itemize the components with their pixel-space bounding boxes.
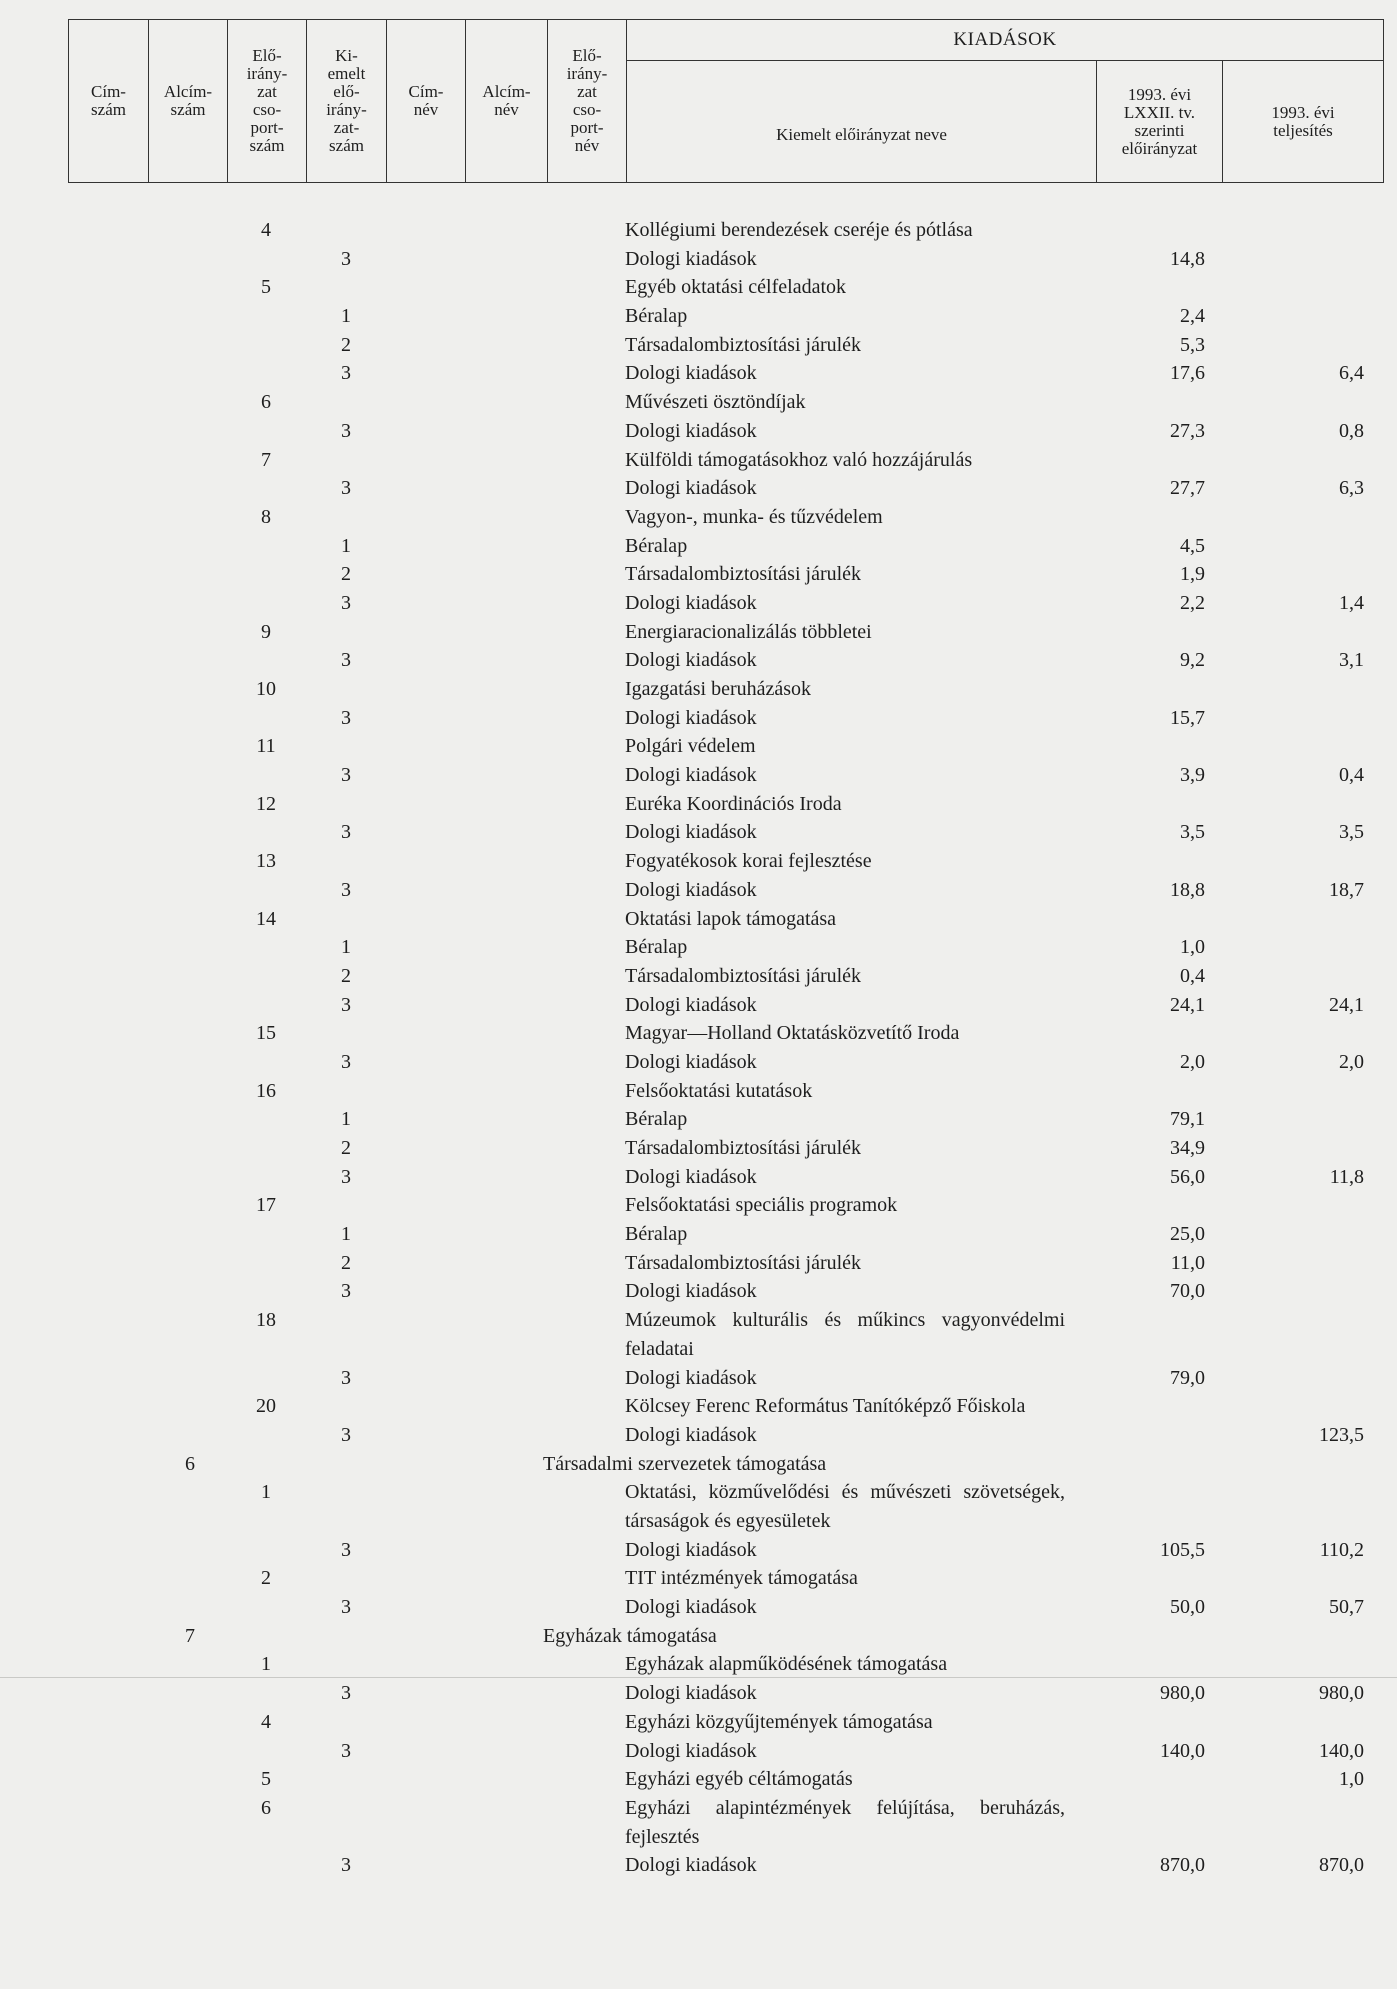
row-name: Egyéb oktatási célfeladatok [625, 276, 847, 299]
table-row [0, 1622, 1397, 1651]
table-row [0, 1478, 1397, 1535]
row-name: Fogyatékosok korai fejlesztése [625, 850, 872, 873]
row-name: Dologi kiadások [625, 1165, 757, 1188]
row-number: 3 [341, 1682, 351, 1705]
row-name: Társadalombiztosítási járulék [625, 333, 862, 356]
row-number: 3 [341, 1280, 351, 1303]
row-eloiranyzat: 2,2 [1180, 591, 1205, 614]
row-number: 17 [256, 1194, 276, 1217]
row-number: 4 [261, 1710, 271, 1733]
table-row [0, 1593, 1397, 1622]
row-number: 3 [341, 878, 351, 901]
row-teljesites: 50,7 [1329, 1596, 1364, 1619]
row-name: Béralap [625, 1223, 688, 1246]
header-alcimnev: Alcím- név [466, 20, 548, 183]
row-number: 3 [341, 1854, 351, 1877]
row-name: Dologi kiadások [625, 1739, 757, 1762]
row-number: 5 [261, 1768, 271, 1791]
row-teljesites: 0,8 [1339, 419, 1364, 442]
row-eloiranyzat: 25,0 [1170, 1223, 1205, 1246]
row-number: 3 [341, 1739, 351, 1762]
row-number: 1 [341, 534, 351, 557]
row-eloiranyzat: 0,4 [1180, 964, 1205, 987]
row-name: Dologi kiadások [625, 993, 757, 1016]
table-row [0, 359, 1397, 388]
row-eloiranyzat: 50,0 [1170, 1596, 1205, 1619]
row-name: Energiaracionalizálás többletei [625, 620, 872, 643]
row-eloiranyzat: 56,0 [1170, 1165, 1205, 1188]
row-eloiranyzat: 1,9 [1180, 563, 1205, 586]
row-number: 6 [261, 391, 271, 414]
table-row [0, 1421, 1397, 1450]
table-row [0, 560, 1397, 589]
row-teljesites: 870,0 [1319, 1854, 1364, 1877]
row-number: 18 [256, 1309, 276, 1332]
row-number: 2 [341, 1251, 351, 1274]
table-row [0, 1163, 1397, 1192]
table-row [0, 847, 1397, 876]
row-name: Múzeumok kulturális és műkincs vagyonvédelmi feladatai [625, 1309, 1065, 1360]
table-row [0, 1536, 1397, 1565]
header-kiemelt-eloiranyzatszam: Ki- emelt elő- irány- zat- szám [307, 20, 387, 183]
row-name: Dologi kiadások [625, 1538, 757, 1561]
row-number: 3 [341, 1050, 351, 1073]
table-row [0, 1134, 1397, 1163]
row-eloiranyzat: 5,3 [1180, 333, 1205, 356]
row-eloiranyzat: 140,0 [1160, 1739, 1205, 1762]
row-name: Dologi kiadások [625, 247, 757, 270]
row-name: Egyházi alapintézmények felújítása, beruházás, fejlesztés [625, 1796, 1065, 1848]
row-number: 1 [341, 305, 351, 328]
table-row [0, 1564, 1397, 1593]
row-eloiranyzat: 3,9 [1180, 764, 1205, 787]
row-number: 4 [261, 219, 271, 241]
table-row [0, 474, 1397, 503]
row-number: 3 [341, 362, 351, 385]
header-kiadasok: KIADÁSOK [627, 20, 1384, 61]
table-row [0, 704, 1397, 733]
row-name: Béralap [625, 936, 688, 959]
row-number: 3 [341, 764, 351, 787]
row-name: Igazgatási beruházások [625, 678, 812, 700]
table-row [0, 1277, 1397, 1306]
row-name: Dologi kiadások [625, 649, 757, 672]
row-teljesites: 6,4 [1339, 362, 1364, 385]
row-teljesites: 0,4 [1339, 764, 1364, 787]
row-name: Dologi kiadások [625, 1854, 757, 1877]
row-eloiranyzat: 2,4 [1180, 305, 1205, 328]
row-number: 1 [261, 1481, 271, 1504]
row-number: 3 [341, 649, 351, 672]
row-eloiranyzat: 1,0 [1180, 936, 1205, 959]
row-teljesites: 140,0 [1319, 1739, 1364, 1762]
row-teljesites: 123,5 [1319, 1423, 1364, 1446]
table-row [0, 1679, 1397, 1708]
row-name: Társadalombiztosítási járulék [625, 563, 862, 586]
row-name: Dologi kiadások [625, 1050, 757, 1073]
row-number: 3 [341, 247, 351, 270]
row-number: 3 [341, 1423, 351, 1446]
header-cimszam: Cím- szám [69, 20, 149, 183]
row-name: Társadalombiztosítási járulék [625, 1137, 862, 1159]
row-name: Dologi kiadások [625, 706, 757, 729]
row-name: Dologi kiadások [625, 1366, 757, 1389]
table-row [0, 1048, 1397, 1077]
table-row [0, 962, 1397, 991]
table-row [0, 245, 1397, 274]
row-number: 3 [341, 477, 351, 500]
row-eloiranyzat: 15,7 [1170, 706, 1205, 729]
row-name: Társadalmi szervezetek támogatása [543, 1452, 827, 1475]
row-name: Kölcsey Ferenc Református Tanítóképző Főiskola [625, 1395, 1026, 1418]
row-name: Béralap [625, 1108, 688, 1131]
row-number: 3 [341, 1165, 351, 1188]
row-eloiranyzat: 980,0 [1160, 1682, 1205, 1705]
table-row [0, 1392, 1397, 1421]
row-number: 2 [341, 964, 351, 987]
row-name: Euréka Koordinációs Iroda [625, 792, 842, 815]
row-number: 12 [256, 792, 276, 815]
table-row [0, 1306, 1397, 1363]
row-number: 6 [261, 1796, 271, 1819]
table-row [0, 991, 1397, 1020]
table-row [0, 732, 1397, 761]
table-row [0, 1191, 1397, 1220]
row-teljesites: 6,3 [1339, 477, 1364, 500]
row-name: Dologi kiadások [625, 878, 757, 901]
table-row [0, 1794, 1397, 1851]
table-row [0, 532, 1397, 561]
row-eloiranyzat: 24,1 [1170, 993, 1205, 1016]
table-row [0, 1249, 1397, 1278]
row-name: Béralap [625, 305, 688, 328]
row-number: 2 [341, 563, 351, 586]
header-eloiranyzat-1993: 1993. évi LXXII. tv. szerinti előirányzat [1097, 61, 1223, 183]
row-number: 2 [341, 1137, 351, 1159]
row-number: 1 [341, 1223, 351, 1246]
table-row [0, 589, 1397, 618]
table-row [0, 503, 1397, 532]
table-row [0, 905, 1397, 934]
table-row [0, 818, 1397, 847]
row-eloiranyzat: 14,8 [1170, 247, 1205, 270]
table-row [0, 302, 1397, 331]
table-row [0, 675, 1397, 704]
row-name: Dologi kiadások [625, 1596, 757, 1619]
table-row [0, 417, 1397, 446]
row-name: Magyar—Holland Oktatásközvetítő Iroda [625, 1022, 960, 1045]
table-row [0, 1737, 1397, 1766]
row-teljesites: 18,7 [1329, 878, 1364, 901]
row-number: 11 [256, 735, 276, 758]
table-row [0, 1708, 1397, 1737]
row-name: Polgári védelem [625, 735, 756, 758]
row-eloiranyzat: 105,5 [1160, 1538, 1205, 1561]
row-number: 3 [341, 706, 351, 729]
row-number: 3 [341, 419, 351, 442]
row-teljesites: 11,8 [1329, 1165, 1364, 1188]
row-number: 1 [261, 1653, 271, 1676]
table-row [0, 646, 1397, 675]
row-name: Társadalombiztosítási járulék [625, 1251, 862, 1274]
row-eloiranyzat: 3,5 [1180, 821, 1205, 844]
row-number: 14 [256, 907, 276, 930]
row-eloiranyzat: 27,3 [1170, 419, 1205, 442]
table-row [0, 446, 1397, 475]
row-number: 8 [261, 505, 271, 528]
row-eloiranyzat: 18,8 [1170, 878, 1205, 901]
table-row [0, 933, 1397, 962]
row-number: 9 [261, 620, 271, 643]
table-row [0, 1019, 1397, 1048]
row-name: Vagyon-, munka- és tűzvédelem [625, 505, 883, 528]
row-teljesites: 3,5 [1339, 821, 1364, 844]
row-name: Egyházak alapműködésének támogatása [625, 1653, 948, 1676]
row-name: Dologi kiadások [625, 764, 757, 787]
row-name: Dologi kiadások [625, 362, 757, 385]
row-name: Dologi kiadások [625, 591, 757, 614]
table-header [68, 19, 1384, 183]
row-eloiranyzat: 79,0 [1170, 1366, 1205, 1389]
row-number: 6 [185, 1452, 195, 1475]
table-body [0, 216, 1397, 1880]
row-eloiranyzat: 2,0 [1180, 1050, 1205, 1073]
header-teljesites-1993: 1993. évi teljesítés [1223, 61, 1384, 183]
row-teljesites: 24,1 [1329, 993, 1364, 1016]
row-name: Dologi kiadások [625, 1280, 757, 1303]
row-number: 13 [256, 850, 276, 873]
row-name: Dologi kiadások [625, 821, 757, 844]
table-row [0, 1450, 1397, 1479]
row-eloiranyzat: 11,0 [1170, 1251, 1205, 1274]
row-name: Felsőoktatási kutatások [625, 1079, 813, 1102]
row-number: 10 [256, 678, 276, 700]
row-teljesites: 110,2 [1319, 1538, 1364, 1561]
row-name: Egyházi egyéb céltámogatás [625, 1768, 853, 1791]
row-number: 3 [341, 821, 351, 844]
row-name: Dologi kiadások [625, 419, 757, 442]
row-eloiranyzat: 9,2 [1180, 649, 1205, 672]
row-name: Dologi kiadások [625, 1423, 757, 1446]
table-row [0, 790, 1397, 819]
row-name: Béralap [625, 534, 688, 557]
row-name: Egyházak támogatása [543, 1624, 717, 1647]
table-row [0, 1364, 1397, 1393]
row-name: Oktatási lapok támogatása [625, 907, 837, 930]
row-number: 15 [256, 1022, 276, 1045]
table-row [0, 1105, 1397, 1134]
row-eloiranyzat: 27,7 [1170, 477, 1205, 500]
row-number: 5 [261, 276, 271, 299]
row-teljesites: 1,4 [1339, 591, 1364, 614]
row-number: 7 [185, 1624, 195, 1647]
row-name: TIT intézmények támogatása [625, 1567, 858, 1590]
table-row [0, 216, 1397, 245]
row-name: Kollégiumi berendezések cseréje és pótlása [625, 219, 973, 241]
row-number: 3 [341, 1366, 351, 1389]
table-row [0, 1220, 1397, 1249]
header-eloiranyzat-csoportnev: Elő- irány- zat cso- port- név [548, 20, 627, 183]
row-teljesites: 1,0 [1339, 1768, 1364, 1791]
row-number: 2 [341, 333, 351, 356]
row-name: Dologi kiadások [625, 1682, 757, 1705]
table-row [0, 1765, 1397, 1794]
row-eloiranyzat: 4,5 [1180, 534, 1205, 557]
row-teljesites: 2,0 [1339, 1050, 1364, 1073]
row-number: 7 [261, 448, 271, 471]
row-teljesites: 980,0 [1319, 1682, 1364, 1705]
row-eloiranyzat: 17,6 [1170, 362, 1205, 385]
row-number: 2 [261, 1567, 271, 1590]
header-kiemelt-eloiranyzat-neve: Kiemelt előirányzat neve [627, 61, 1097, 183]
row-number: 20 [256, 1395, 276, 1418]
row-name: Művészeti ösztöndíjak [625, 391, 806, 414]
table-row [0, 331, 1397, 360]
row-name: Külföldi támogatásokhoz való hozzájárulás [625, 448, 973, 471]
row-name: Egyházi közgyűjtemények támogatása [625, 1710, 933, 1733]
row-name: Dologi kiadások [625, 477, 757, 500]
table-row [0, 1851, 1397, 1880]
row-number: 3 [341, 1596, 351, 1619]
table-row [0, 388, 1397, 417]
row-number: 1 [341, 1108, 351, 1131]
row-number: 3 [341, 1538, 351, 1561]
table-row [0, 1077, 1397, 1106]
header-cimnev: Cím- név [387, 20, 466, 183]
header-eloiranyzat-csoportszam: Elő- irány- zat cso- port- szám [228, 20, 307, 183]
row-name: Társadalombiztosítási járulék [625, 964, 862, 987]
row-eloiranyzat: 70,0 [1170, 1280, 1205, 1303]
row-number: 3 [341, 591, 351, 614]
table-row [0, 876, 1397, 905]
row-number: 16 [256, 1079, 276, 1102]
row-name: Felsőoktatási speciális programok [625, 1194, 898, 1217]
row-teljesites: 3,1 [1339, 649, 1364, 672]
scan-fold-line [0, 1677, 1397, 1678]
table-row [0, 273, 1397, 302]
header-alcimszam: Alcím- szám [149, 20, 228, 183]
row-eloiranyzat: 870,0 [1160, 1854, 1205, 1877]
table-row [0, 1650, 1397, 1679]
row-eloiranyzat: 79,1 [1170, 1108, 1205, 1131]
row-number: 3 [341, 993, 351, 1016]
table-row [0, 761, 1397, 790]
row-number: 1 [341, 936, 351, 959]
table-row [0, 618, 1397, 647]
row-eloiranyzat: 34,9 [1170, 1137, 1205, 1159]
row-name: Oktatási, közművelődési és művészeti szövetségek, társaságok és egyesületek [625, 1481, 1065, 1532]
